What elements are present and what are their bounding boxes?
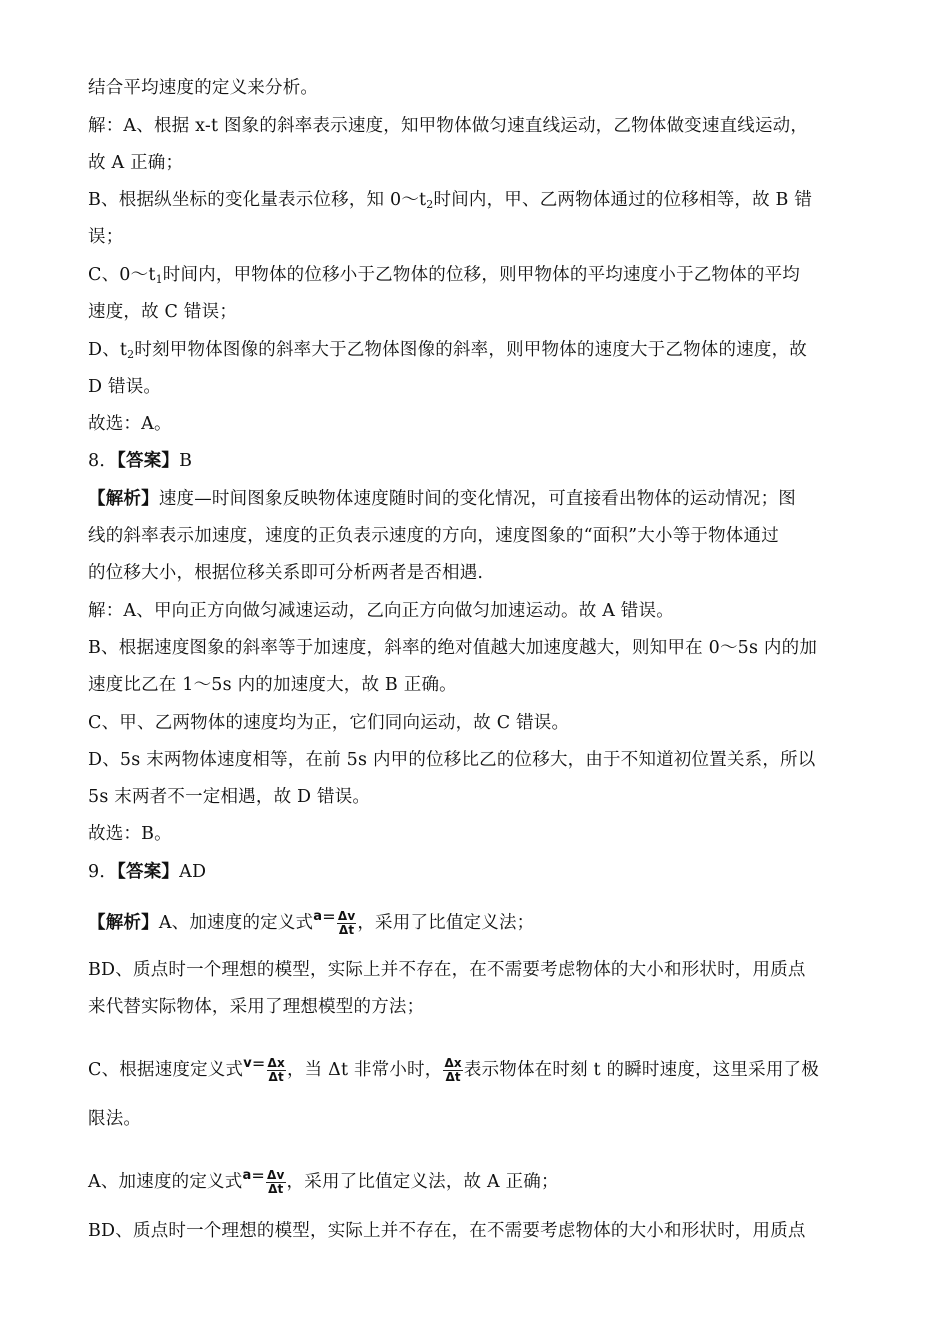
text-line: 限法。 [88,1109,142,1129]
text-line: 5s 末两者不一定相遇，故 D 错误。 [88,787,371,807]
text-line: 结合平均速度的定义来分析。 [88,78,319,98]
text-line: 的位移大小，根据位移关系即可分析两者是否相遇. [88,563,484,583]
text-line [88,338,868,362]
text-line [88,1047,868,1087]
equals-sign: = [251,1166,266,1185]
fraction-numerator: Δx [444,1056,462,1070]
formula-symbol: v [243,1056,252,1071]
equals-sign: = [251,1054,266,1073]
subscript: 1 [155,273,163,286]
text-line: 来代替实际物体，采用了理想模型的方法； [88,997,425,1017]
text-segment: B、根据纵坐标的变化量表示位移，知 0～t [88,190,427,210]
text-segment: 时刻甲物体图像的斜率大于乙物体图像的斜率，则甲物体的速度大于乙物体的速度，故 [134,340,807,360]
text-line: 解：A、甲向正方向做匀减速运动，乙向正方向做匀加速运动。故 A 错误。 [88,601,674,621]
text-line: 误； [88,227,124,247]
text-segment: A、加速度的定义式 [158,913,314,933]
answer-tag: 【答案】 [117,451,180,471]
subscript: 2 [127,348,135,361]
text-line: 解：A、根据 x-t 图象的斜率表示速度，知甲物体做匀速直线运动，乙物体做变速直线运动， [88,116,809,136]
text-segment: ，当 Δt 非常小时， [286,1060,443,1080]
answer-value: AD [179,862,207,882]
text-line: BD、质点时一个理想的模型，实际上并不存在，在不需要考虑物体的大小和形状时，用质点 [88,960,806,980]
text-line: BD、质点时一个理想的模型，实际上并不存在，在不需要考虑物体的大小和形状时，用质点 [88,1221,806,1241]
text-line [88,1159,868,1199]
text-line: D 错误。 [88,377,162,397]
fraction-numerator: Δx [267,1056,285,1070]
text-segment: 时间内，甲、乙两物体通过的位移相等，故 B 错 [433,190,813,210]
text-segment: 表示物体在时刻 t 的瞬时速度，这里采用了极 [463,1060,819,1080]
text-line: B、根据速度图象的斜率等于加速度，斜率的绝对值越大加速度越大，则知甲在 0～5s 内的加 [88,638,818,658]
text-line: D、5s 末两物体速度相等，在前 5s 内甲的位移比乙的位移大，由于不知道初位置关系，所以 [88,750,816,770]
formula-symbol: a [313,909,323,924]
equals-sign: = [322,907,336,926]
text-line [88,902,868,938]
text-line: 故选：A。 [88,414,172,434]
subscript: 2 [426,198,434,211]
question-number: 9． [88,862,118,882]
answer-heading-9 [88,860,868,884]
text-line [88,188,868,212]
text-line: 故 A 正确； [88,153,184,173]
text-line [88,487,868,511]
text-segment: C、根据速度定义式 [88,1060,244,1080]
formula-fraction [337,910,357,937]
text-line: 速度，故 C 错误； [88,302,238,322]
text-line: 速度比乙在 1～5s 内的加速度大，故 B 正确。 [88,675,457,695]
formula-fraction [267,1057,286,1084]
fraction-denominator: Δt [268,1182,284,1196]
answer-heading-8 [88,449,868,473]
text-segment: C、0～t [88,265,156,285]
text-segment: A、加速度的定义式 [88,1172,243,1192]
text-segment: 时间内，甲物体的位移小于乙物体的位移，则甲物体的平均速度小于乙物体的平均 [162,265,800,285]
fraction-denominator: Δt [338,923,355,937]
text-line [88,263,868,287]
text-segment: ，采用了比值定义法； [357,913,535,933]
formula-symbol: a [242,1168,252,1183]
analysis-tag: 【解析】 [88,489,159,509]
fraction-numerator: Δv [337,909,356,923]
text-segment: D、t [88,340,128,360]
answer-value: B [179,451,193,471]
text-line: 故选：B。 [88,824,172,844]
analysis-tag: 【解析】 [88,913,159,933]
text-segment: 速度—时间图象反映物体速度随时间的变化情况，可直接看出物体的运动情况；图 [158,489,797,509]
fraction-denominator: Δt [268,1070,284,1084]
text-line: C、甲、乙两物体的速度均为正，它们同向运动，故 C 错误。 [88,713,570,733]
question-number: 8． [88,451,118,471]
fraction-numerator: Δv [267,1168,285,1182]
text-line: 线的斜率表示加速度，速度的正负表示速度的方向，速度图象的“面积”大小等于物体通过 [88,526,779,546]
answer-tag: 【答案】 [117,862,180,882]
formula-fraction [266,1169,286,1196]
formula-fraction [443,1057,462,1084]
text-segment: ，采用了比值定义法，故 A 正确； [286,1172,559,1192]
fraction-denominator: Δt [445,1070,461,1084]
